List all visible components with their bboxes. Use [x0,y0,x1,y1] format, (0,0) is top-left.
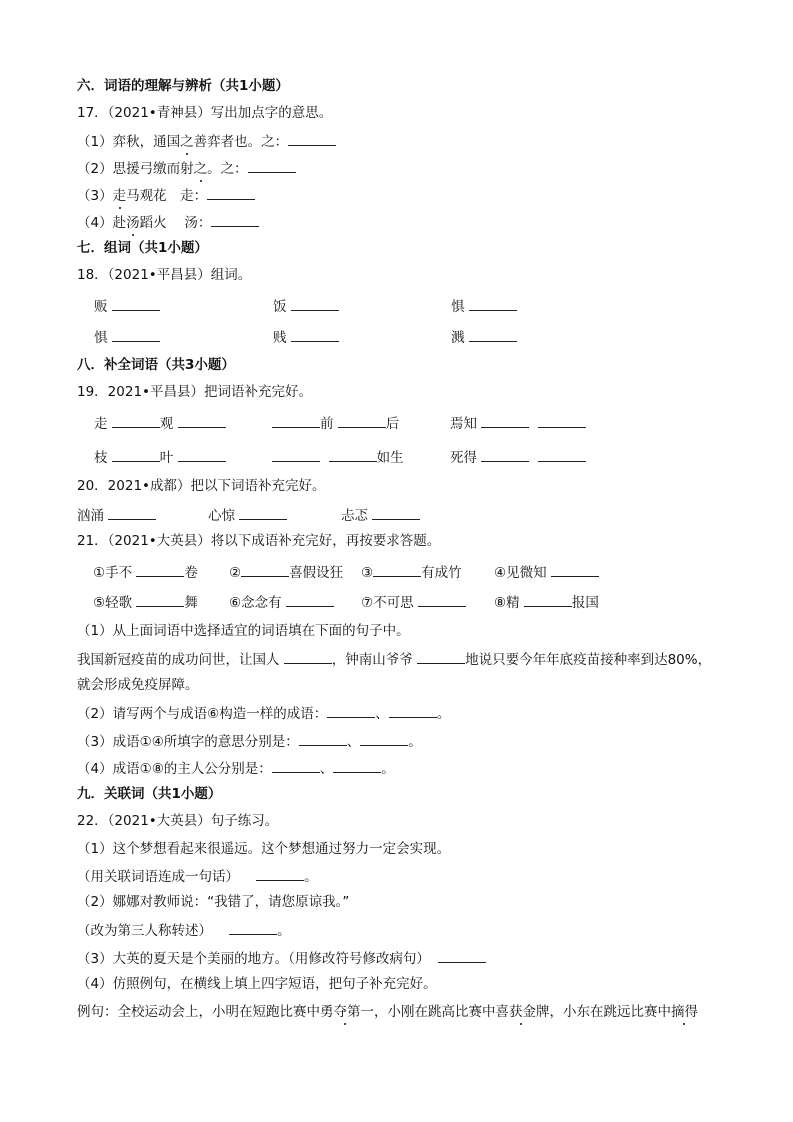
text: ，小东在跳远比赛中 [549,1004,671,1020]
answer-blank[interactable] [272,758,320,773]
question-21: 21．（2021•大英县）将以下成语补充完好，再按要求答题。 [77,533,441,549]
text: 。之： [207,161,248,177]
text: （3） [77,188,113,204]
answer-blank[interactable] [108,505,156,520]
char: 卷 [184,565,198,581]
answer-blank[interactable] [469,327,517,342]
text: （用关联词语连成一句话） [77,869,239,885]
answer-blank[interactable] [178,447,226,462]
text: ，小刚在跳高比赛中 [374,1004,496,1020]
word-cell [77,505,156,525]
answer-blank[interactable] [333,758,381,773]
chars: 报国 [571,595,599,611]
char: 贱 [273,330,287,346]
idiom-cell [361,592,466,612]
section-heading: 八．补全词语（共3小题） [77,357,235,373]
text: （2）请写两个与成语⑥构造一样的成语： [77,706,328,722]
char: 走 [94,416,108,432]
chars: 忐忑 [341,508,368,524]
text: 地说只要今年年底疫苗接种率到达80%， [465,652,712,668]
chars: 死得 [450,450,477,466]
text: 。 [408,734,422,750]
word-cell [450,413,586,433]
answer-blank[interactable] [389,703,437,718]
dotted-char: 汤 [126,215,140,231]
chars: ⑥念念有 [229,595,282,611]
answer-blank[interactable] [248,158,296,173]
answer-blank[interactable] [329,447,377,462]
text: （3）大英的夏天是个美丽的地方。（用修改符号修改病句） [77,951,430,967]
answer-blank[interactable] [551,562,599,577]
answer-blank[interactable] [524,592,572,607]
chars: ①手不 [93,565,133,581]
text: ，钟南山爷爷 [331,652,413,668]
answer-blank[interactable] [438,948,486,963]
text: 、 [319,761,334,777]
chars: 如生 [376,450,404,466]
chars: ② [229,565,242,581]
answer-blank[interactable] [338,413,386,428]
answer-blank[interactable] [112,296,160,311]
item-17-1 [77,131,336,151]
question-18: 18．（2021•平昌县）组词。 [77,267,252,283]
word-cell [94,327,160,347]
answer-blank[interactable] [272,447,320,462]
word-cell [273,327,339,347]
text: 。 [381,761,395,777]
chars: ③ [361,565,374,581]
word-cell [94,447,226,467]
answer-blank[interactable] [481,447,529,462]
text: 、 [375,706,389,722]
idiom-cell [494,562,599,582]
chars: 喜假设狂 [289,565,344,581]
char: 惧 [94,330,108,346]
example-sentence [77,1003,698,1021]
answer-blank[interactable] [481,413,529,428]
word-cell [451,296,517,316]
text: 。 [304,869,318,885]
item-17-2 [77,158,296,178]
chars: ⑤轻歌 [93,595,133,611]
answer-blank[interactable] [229,920,277,935]
section-heading: 七．组词（共1小题） [77,240,208,256]
answer-blank[interactable] [299,731,347,746]
answer-blank[interactable] [288,131,336,146]
chars: 汹涌 [77,508,104,524]
answer-blank[interactable] [417,649,465,664]
text: 。 [277,923,291,939]
sentence-line: 就会形成免疫屏障。 [77,677,199,693]
chars: ⑦不可思 [361,595,414,611]
answer-blank[interactable] [256,866,304,881]
chars: 心惊 [208,508,235,524]
text: 我国新冠疫苗的成功问世，让国人 [77,652,280,668]
sub-question: （1）这个梦想看起来很遥远。这个梦想通过努力一定会实现。 [77,841,451,857]
answer-blank[interactable] [291,327,339,342]
question-22: 22．（2021•大英县）句子练习。 [77,813,279,829]
idiom-cell [93,592,198,612]
text: 善弈者也。之： [193,134,289,150]
dotted-char: 走 [112,188,127,204]
word-cell [94,296,160,316]
text: （2）思援弓缴而射 [77,161,194,177]
sub-question [77,758,395,778]
dotted-phrase [496,1004,550,1020]
word-cell [273,296,339,316]
word-cell [94,413,226,433]
dotted-phrase [671,1004,698,1020]
text: 、 [346,734,361,750]
question-17: 17．（2021•青神县）写出加点字的意思。 [77,105,333,121]
dotted-char: 之 [193,161,208,177]
answer-blank[interactable] [241,562,289,577]
sub-question [77,920,291,940]
answer-blank[interactable] [272,413,320,428]
answer-blank[interactable] [136,562,184,577]
char: 惧 [451,299,465,315]
char: 贩 [94,299,108,315]
section-heading: 九．关联词（共1小题） [77,786,222,802]
text: （4）赴 [77,215,127,231]
answer-blank[interactable] [112,413,160,428]
answer-blank[interactable] [327,703,375,718]
answer-blank[interactable] [418,592,466,607]
idiom-cell [229,592,334,612]
sub-question [77,731,422,751]
char: 枝 [94,450,108,466]
chars: ④见微知 [494,565,547,581]
text: （4）成语①⑧的主人公分别是： [77,761,272,777]
char: 溅 [451,330,465,346]
dotted-text: 摘得 [671,1004,698,1020]
text: 蹈火 汤： [139,215,212,231]
sub-question [77,866,318,886]
char: 舞 [184,595,198,611]
dotted-char: 之 [180,134,194,150]
answer-blank[interactable] [538,447,586,462]
dotted-text: 喜获金牌 [495,1004,550,1020]
answer-blank[interactable] [112,447,160,462]
answer-blank[interactable] [207,185,255,200]
answer-blank[interactable] [112,327,160,342]
sub-question: （2）娜娜对教师说：“我错了，请您原谅我。” [77,894,350,910]
idiom-cell [494,592,599,612]
answer-blank[interactable] [469,296,517,311]
dotted-phrase [320,1004,374,1020]
answer-blank[interactable] [373,562,421,577]
dotted-text: 勇夺第一 [320,1004,374,1020]
word-cell [272,447,404,467]
answer-blank[interactable] [360,731,408,746]
chars: ⑧精 [494,595,520,611]
section-heading: 六．词语的理解与辨析（共1小题） [77,78,289,94]
sub-question: （1）从上面词语中选择适宜的词语填在下面的句子中。 [77,623,410,639]
char: 饭 [273,299,287,315]
idiom-cell [229,562,343,582]
idiom-cell [93,562,198,582]
answer-blank[interactable] [211,212,259,227]
sub-question: （4）仿照例句，在横线上填上四字短语，把句子补充完好。 [77,976,437,992]
question-19: 19．2021•平昌县）把词语补充完好。 [77,384,312,400]
answer-blank[interactable] [286,592,334,607]
text: 马观花 走： [126,188,208,204]
word-cell [341,505,420,525]
answer-blank[interactable] [239,505,287,520]
sentence-line [77,649,711,669]
text: （3）成语①④所填字的意思分别是： [77,734,299,750]
answer-blank[interactable] [136,592,184,607]
answer-blank[interactable] [372,505,420,520]
text: 例句：全校运动会上，小明在短跑比赛中 [77,1004,320,1020]
chars: 有成竹 [421,565,462,581]
idiom-cell [361,562,462,582]
word-cell [450,447,586,467]
text: （改为第三人称转述） [77,923,212,939]
answer-blank[interactable] [178,413,226,428]
answer-blank[interactable] [284,649,332,664]
char: 后 [385,416,400,432]
char: 观 [159,416,174,432]
word-cell [272,413,399,433]
text: 。 [436,706,451,722]
word-cell [451,327,517,347]
question-20: 20．2021•成都）把以下词语补充完好。 [77,478,326,494]
sub-question [77,703,450,723]
item-17-3 [77,185,255,205]
text: （1）弈秋，通国 [77,134,181,150]
answer-blank[interactable] [538,413,586,428]
word-cell [208,505,287,525]
answer-blank[interactable] [291,296,339,311]
item-17-4 [77,212,259,232]
sub-question [77,948,486,968]
char: 前 [320,416,334,432]
chars: 焉知 [450,416,477,432]
char: 叶 [159,450,174,466]
